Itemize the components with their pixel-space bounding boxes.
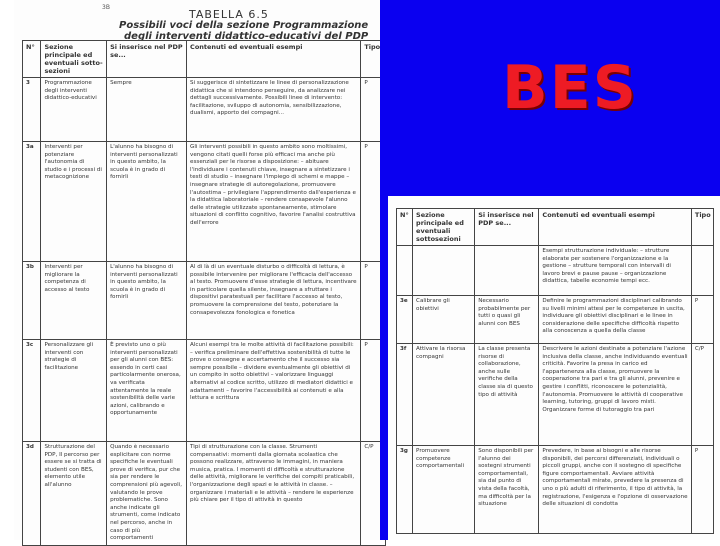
row-number: 3f <box>397 344 413 446</box>
table-number: TABELLA 6.5 <box>189 8 269 21</box>
left-table <box>22 40 386 546</box>
table-row <box>23 262 386 340</box>
row-number: 3a <box>23 142 41 262</box>
row-number: 3b <box>23 262 41 340</box>
row-sezione: Strutturazione del PDP, Il percorso per essere se si tratta di studenti con BES, elemento utile all'alunno <box>41 442 107 546</box>
table-row <box>23 340 386 442</box>
row-contenuti: Descrivere le azioni destinate a potenziare l'azione inclusiva della classe, anche individuando eventuali criticità. Favorire la presa in carico ed l'appartenenza alla classe, promuovere la cooperazione tra pari e tra gli alunni, prevenire e gestire i conflitti, riconoscere le potenzialità, l'autonomia. Promuovere le attività di cooperative learning, tutoring, gruppi di lavoro misti. Organizzare forme di tutoraggio tra pari <box>539 344 691 446</box>
row-contenuti: Gli interventi possibili in questo ambito sono moltissimi, vengono citati quelli forse più efficaci ma anche più essenziali per le risorse a disposizione: – abituare l'individuare i contenuti chiave, insegnare a sintetizzare i testi di studio – insegnare l'impiego di schemi e mappe – insegnare strategie di autoregolazione, promuovere l'autostima – privilegiare l'apprendimento dall'esperienza e la didattica laboratoriale – rendere consapevole l'alunno delle strategie utilizzate spontaneamente, stimolare situazioni di conflitto cognitivo, favorire l'analisi costruttiva dell'errore <box>187 142 361 262</box>
page-corner-mark: 3B <box>102 4 110 11</box>
header-tipo: Tipo <box>361 41 386 78</box>
row-number: 3 <box>23 78 41 142</box>
row-se: Quando è necessario esplicitare con norme specifiche le eventuali prove di verifica, pur che sia per rendere le comprensioni più agevoli, valutando le prove problematiche. Sono anche indicate gli strumenti, come indicato nel percorso, anche in caso di più comportamenti <box>107 442 187 546</box>
row-tipo: P <box>691 296 713 344</box>
row-contenuti: Alcuni esempi tra le molte attività di facilitazione possibili: – verifica preliminare dell'effettiva sostenibilità di tutte le prove o consegne e accertamento che il successo sia sempre possibile – dividere eventualmente gli obiettivi di un compito in sotto obiettivi – valorizzare linguaggi alternativi al codice scritto, utilizzo di mediatori didattici e adattamenti – favorire l'accessibilità ai contenuti e alla lettura e scrittura <box>187 340 361 442</box>
row-sezione: Interventi per migliorare la competenza di accesso al testo <box>41 262 107 340</box>
row-tipo <box>691 246 713 296</box>
header-n: N° <box>397 209 413 246</box>
row-se: Sono disponibili per l'alunno dei sostegni strumenti comportamentali, sia dal punto di vista della facoltà, ma difficoltà per la situazione <box>475 446 539 534</box>
row-sezione: Interventi per potenziare l'autonomia di studio e i processi di metacognizione <box>41 142 107 262</box>
header-contenuti: Contenuti ed eventuali esempi <box>539 209 691 246</box>
row-contenuti: Prevedere, in base ai bisogni e alle risorse disponibili, dei percorsi differenziati, individuali o piccoli gruppi, anche con il sostegno di specifiche figure comportamentali. Avviare attività comportamentali mirate, prevedere la presenza di uno o più adulti di riferimento, il tipo di attività, la registrazione, l'esigenza e l'opzione di osservazione delle situazioni di condotta <box>539 446 691 534</box>
row-se: L'alunno ha bisogno di interventi personalizzati in questo ambito, la scuola è in grado di fornirli <box>107 262 187 340</box>
row-sezione: Programmazione degli interventi didattico-educativi <box>41 78 107 142</box>
row-se: Sempre <box>107 78 187 142</box>
row-sezione: Personalizzare gli interventi con strategie di facilitazione <box>41 340 107 442</box>
table-row <box>397 296 714 344</box>
table-row <box>397 246 714 296</box>
row-se: La classe presenta risorse di collaborazione, anche sulle verifiche della classe sia di questo tipo di attività <box>475 344 539 446</box>
header-se: Si inserisce nel PDP se... <box>107 41 187 78</box>
header-sezione: Sezione principale ed eventuali sottosezioni <box>413 209 475 246</box>
row-sezione: Calibrare gli obiettivi <box>413 296 475 344</box>
table-row <box>23 142 386 262</box>
row-se: L'alunno ha bisogno di interventi personalizzati in questo ambito, la scuola è in grado di fornirli <box>107 142 187 262</box>
table-row <box>397 446 714 534</box>
header-sezione: Sezione principale ed eventuali sotto-sezioni <box>41 41 107 78</box>
row-sezione: Promuovere competenze comportamentali <box>413 446 475 534</box>
row-contenuti: Esempi strutturazione individuale: – strutture elaborate per sostenere l'organizzazione e la gestione – strutture temporali con intervalli di lavoro brevi e pause pause – organizzazione didattica, tabelle economie tempi ecc. <box>539 246 691 296</box>
row-se: È previsto uno o più interventi personalizzati per gli alunni con BES: essendo in certi casi particolarmente onerosa, va verificata attentamente la reale sostenibilità delle varie azioni, calibrando e opportunamente <box>107 340 187 442</box>
row-number: 3e <box>397 296 413 344</box>
slide-title: BES <box>502 53 638 123</box>
header-contenuti: Contenuti ed eventuali esempi <box>187 41 361 78</box>
row-tipo: P <box>691 446 713 534</box>
row-contenuti: Si suggerisce di sintetizzare le linee di personalizzazione didattica che si intendono perseguire, da analizzare nei dettagli successivamente. Possibili linee di intervento: facilitazione, sviluppo di autonomia, sensibilizzazione, dualismi, apporto dei compagni... <box>187 78 361 142</box>
row-contenuti: Al di là di un eventuale disturbo o difficoltà di lettura, è possibile intervenire per migliorare l'efficacia dell'accesso al testo. Promuovere d'esse strategie di lettura, incentivare in particolare quella silente, insegnare a sfruttare i dispositivi paratestuali per facilitare l'accesso al testo, promuovere la comprensione del testo, potenziare la consapevolezza fonologica e fonetica <box>187 262 361 340</box>
row-tipo: C/P <box>361 442 386 546</box>
row-sezione: Attivare la risorsa compagni <box>413 344 475 446</box>
row-contenuti: Definire le programmazioni disciplinari calibrando su livelli minimi attesi per le competenze in uscita, individuare gli obiettivi disciplinari e le linee in considerazione delle specifiche difficoltà rispetto alla conoscenza a quella della classe <box>539 296 691 344</box>
row-number: 3c <box>23 340 41 442</box>
row-tipo: P <box>361 262 386 340</box>
table-row <box>23 442 386 546</box>
table-row <box>23 78 386 142</box>
row-number <box>397 246 413 296</box>
table-title-line2: degli interventi didattico-educativi del PDP <box>124 31 369 42</box>
row-tipo: P <box>361 340 386 442</box>
row-tipo: C/P <box>691 344 713 446</box>
row-tipo: P <box>361 78 386 142</box>
row-se: Necessario probabilmente per tutti o quasi gli alunni con BES <box>475 296 539 344</box>
row-contenuti: Tipi di strutturazione con la classe. Strumenti compensativi: momenti dalla giornata scolastica che possono realizzare, attraverso le immagini, in maniera musica, pratica. I momenti di difficoltà e strutturazione delle attività, migliorare le verifiche dei compiti praticabili, l'organizzazione degli spazi e le attività in classe. – organizzare i materiali e le attività – rendere le esperienze più chiare per il tipo di attività in questo <box>187 442 361 546</box>
table-title-line1: Possibili voci della sezione Programmazione <box>119 20 369 31</box>
row-number: 3g <box>397 446 413 534</box>
row-number: 3d <box>23 442 41 546</box>
row-tipo: P <box>361 142 386 262</box>
header-n: N° <box>23 41 41 78</box>
header-tipo: Tipo <box>691 209 713 246</box>
header-se: Si inserisce nel PDP se... <box>475 209 539 246</box>
row-se <box>475 246 539 296</box>
row-sezione <box>413 246 475 296</box>
right-table <box>396 208 714 534</box>
table-row <box>397 344 714 446</box>
